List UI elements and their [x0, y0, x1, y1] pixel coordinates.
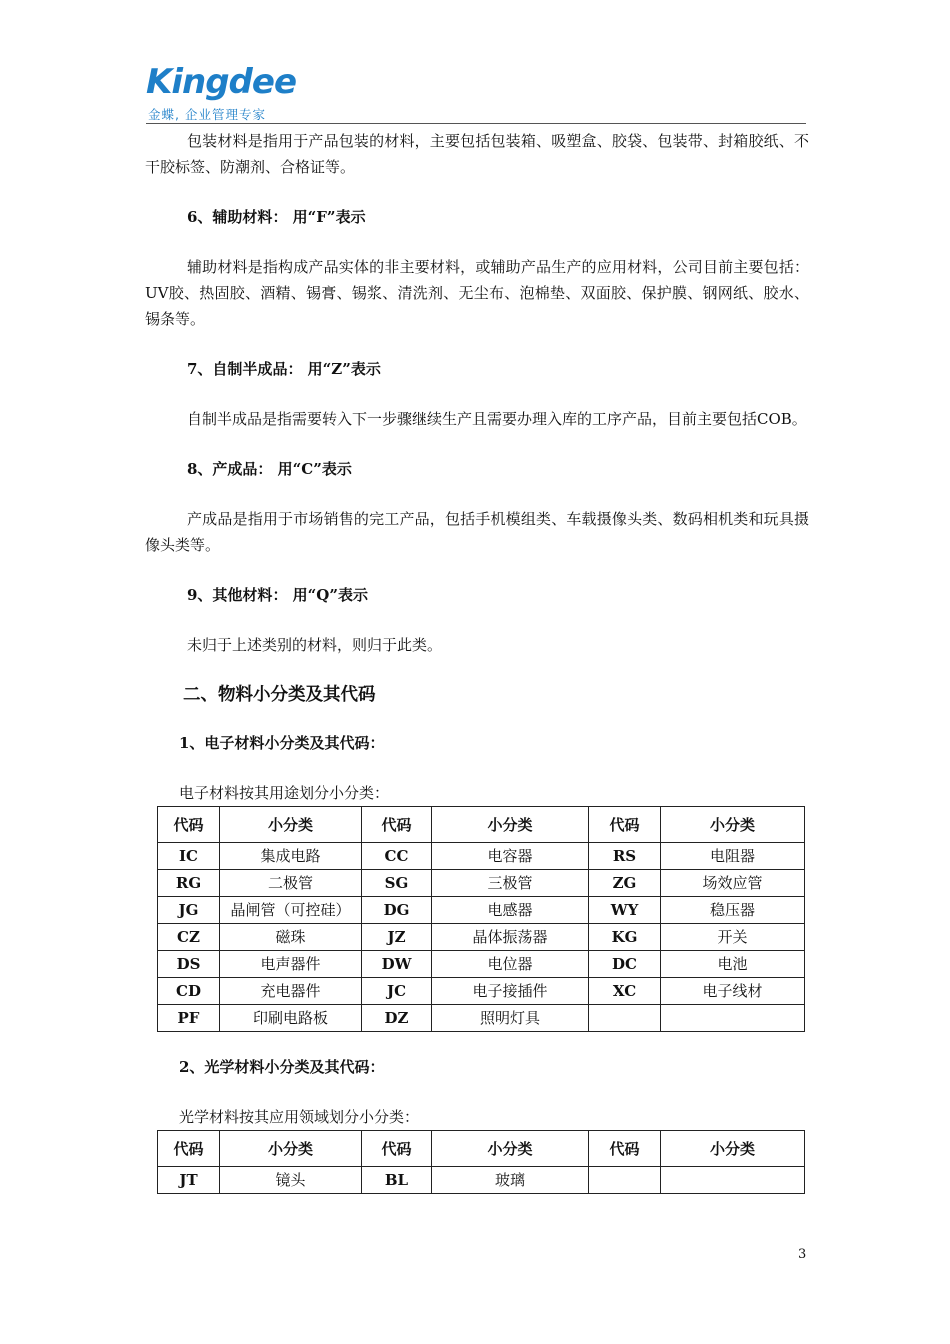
subcategory-cell: 集成电路 — [220, 843, 362, 870]
subcategory-cell: 电声器件 — [220, 951, 362, 978]
header-subcategory: 小分类 — [432, 1131, 589, 1167]
table-row — [158, 870, 805, 897]
subcategory-cell: 充电器件 — [220, 978, 362, 1005]
code-cell: JG — [158, 897, 220, 924]
subcategory-cell: 三极管 — [432, 870, 589, 897]
header-subcategory: 小分类 — [661, 1131, 805, 1167]
optical-table — [157, 1130, 805, 1194]
code-cell: IC — [158, 843, 220, 870]
other-materials-heading: 9、其他材料： 用“Q”表示 — [187, 586, 368, 604]
optical-heading: 2、光学材料小分类及其代码： — [179, 1058, 385, 1076]
optical-intro: 光学材料按其应用领域划分小分类： — [179, 1108, 420, 1126]
subcategory-cell: 电子线材 — [661, 978, 805, 1005]
header-subcategory: 小分类 — [661, 807, 805, 843]
subcategory-cell: 磁珠 — [220, 924, 362, 951]
code-cell: DS — [158, 951, 220, 978]
header-code: 代码 — [589, 1131, 661, 1167]
code-cell: DW — [362, 951, 432, 978]
code-cell: DZ — [362, 1005, 432, 1032]
subcategory-cell: 电阻器 — [661, 843, 805, 870]
subcategory-cell: 电池 — [661, 951, 805, 978]
packaging-paragraph: 包装材料是指用于产品包装的材料，主要包括包装箱、吸塑盒、胶袋、包装带、封箱胶纸、不干胶标签、防潮剂、合格证等。 — [145, 132, 809, 176]
table-row — [158, 897, 805, 924]
code-cell: RG — [158, 870, 220, 897]
kingdee-logo: Kingdee — [146, 62, 297, 102]
subcategory-cell: 玻璃 — [432, 1167, 589, 1194]
header-code: 代码 — [158, 1131, 220, 1167]
code-cell: SG — [362, 870, 432, 897]
code-cell: JT — [158, 1167, 220, 1194]
header-code: 代码 — [362, 1131, 432, 1167]
header-subcategory: 小分类 — [220, 1131, 362, 1167]
table-row — [158, 951, 805, 978]
table-row — [158, 1005, 805, 1032]
table-header-row — [158, 1131, 805, 1167]
code-cell: BL — [362, 1167, 432, 1194]
auxiliary-paragraph: 辅助材料是指构成产品实体的非主要材料，或辅助产品生产的应用材料，公司目前主要包括：UV胶、热固胶、酒精、锡膏、锡浆、清洗剂、无尘布、泡棉垫、双面胶、保护膜、钢网纸、胶水、锡条等。 — [145, 258, 809, 328]
subcategory-cell: 晶体振荡器 — [432, 924, 589, 951]
code-cell: XC — [589, 978, 661, 1005]
subcategory-cell: 开关 — [661, 924, 805, 951]
subcategory-cell: 镜头 — [220, 1167, 362, 1194]
subcategory-cell: 晶闸管（可控硅） — [220, 897, 362, 924]
subcategory-cell: 电子接插件 — [432, 978, 589, 1005]
code-cell: JC — [362, 978, 432, 1005]
page-header — [146, 62, 806, 122]
subcategory-cell: 场效应管 — [661, 870, 805, 897]
header-subcategory: 小分类 — [220, 807, 362, 843]
header-code: 代码 — [589, 807, 661, 843]
subcategory-cell: 印刷电路板 — [220, 1005, 362, 1032]
subcategory-cell: 电感器 — [432, 897, 589, 924]
table-row — [158, 924, 805, 951]
logo-tagline: 金蝶, 企业管理专家 — [148, 107, 266, 122]
subcategory-cell — [661, 1005, 805, 1032]
code-cell: CD — [158, 978, 220, 1005]
auxiliary-heading: 6、辅助材料： 用“F”表示 — [187, 208, 366, 226]
subcategory-cell: 二极管 — [220, 870, 362, 897]
table-row — [158, 843, 805, 870]
code-cell: DC — [589, 951, 661, 978]
subcategory-cell: 照明灯具 — [432, 1005, 589, 1032]
header-subcategory: 小分类 — [432, 807, 589, 843]
header-divider — [146, 123, 806, 124]
electronic-table — [157, 806, 805, 1032]
header-code: 代码 — [362, 807, 432, 843]
table-header-row — [158, 807, 805, 843]
code-cell: PF — [158, 1005, 220, 1032]
finished-product-heading: 8、产成品： 用“C”表示 — [187, 460, 352, 478]
code-cell: WY — [589, 897, 661, 924]
code-cell: CZ — [158, 924, 220, 951]
header-code: 代码 — [158, 807, 220, 843]
other-materials-paragraph: 未归于上述类别的材料，则归于此类。 — [187, 636, 443, 654]
code-cell: RS — [589, 843, 661, 870]
code-cell: CC — [362, 843, 432, 870]
finished-product-paragraph: 产成品是指用于市场销售的完工产品，包括手机模组类、车载摄像头类、数码相机类和玩具摄像头类等。 — [145, 510, 809, 554]
section-heading: 二、物料小分类及其代码 — [183, 685, 376, 705]
subcategory-cell — [661, 1167, 805, 1194]
code-cell — [589, 1167, 661, 1194]
document-body — [145, 128, 809, 1194]
electronic-intro: 电子材料按其用途划分小分类： — [179, 784, 390, 802]
code-cell: JZ — [362, 924, 432, 951]
subcategory-cell: 电位器 — [432, 951, 589, 978]
subcategory-cell: 电容器 — [432, 843, 589, 870]
code-cell: ZG — [589, 870, 661, 897]
code-cell: KG — [589, 924, 661, 951]
table-row — [158, 978, 805, 1005]
page-number: 3 — [798, 1247, 807, 1262]
table-row — [158, 1167, 805, 1194]
code-cell: DG — [362, 897, 432, 924]
code-cell — [589, 1005, 661, 1032]
semi-finished-heading: 7、自制半成品： 用“Z”表示 — [187, 360, 381, 378]
electronic-heading: 1、电子材料小分类及其代码： — [179, 734, 385, 752]
subcategory-cell: 稳压器 — [661, 897, 805, 924]
semi-finished-paragraph: 自制半成品是指需要转入下一步骤继续生产且需要办理入库的工序产品，目前主要包括COB。 — [187, 410, 807, 428]
